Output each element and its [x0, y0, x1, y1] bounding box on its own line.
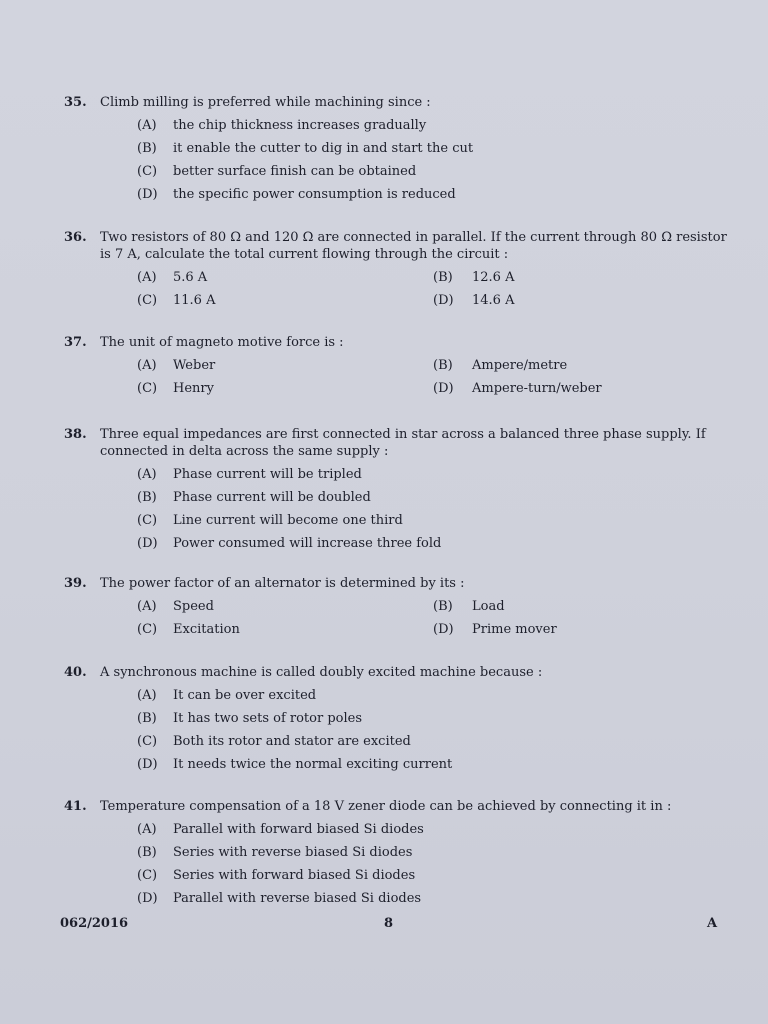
- option-list: [137, 821, 734, 913]
- question-text: Three equal impedances are first connected in star across a balanced three phase supply. If connected in delta across the same supply :: [100, 427, 706, 459]
- option-label: (C): [137, 164, 158, 179]
- question-text: A synchronous machine is called doubly excited machine because :: [100, 665, 543, 680]
- option-text: 12.6 A: [472, 270, 515, 285]
- option-c: [137, 512, 734, 535]
- question-text: Temperature compensation of a 18 V zener diode can be achieved by connecting it in :: [100, 799, 672, 814]
- question-text: The unit of magneto motive force is :: [100, 335, 344, 350]
- option-list: [137, 687, 734, 779]
- page-number: 8: [384, 916, 394, 931]
- option-text: 5.6 A: [173, 270, 208, 285]
- question-number: 40.: [64, 665, 87, 680]
- option-text: Both its rotor and stator are excited: [173, 734, 411, 749]
- option-text: 11.6 A: [173, 293, 216, 308]
- option-label: (B): [137, 845, 157, 860]
- option-d: [137, 756, 734, 779]
- option-label: (D): [137, 187, 158, 202]
- option-label: (D): [137, 757, 158, 772]
- option-label: (D): [137, 536, 158, 551]
- option-text: Parallel with reverse biased Si diodes: [173, 891, 422, 906]
- question-39: [64, 575, 734, 644]
- option-label: (A): [137, 599, 157, 614]
- option-c: [137, 867, 734, 890]
- option-label: (C): [137, 868, 158, 883]
- option-text: Line current will become one third: [173, 513, 403, 528]
- option-label: (B): [433, 270, 453, 285]
- option-a: [137, 687, 734, 710]
- option-b: [137, 710, 734, 733]
- option-label: (A): [137, 822, 157, 837]
- question-text: Climb milling is preferred while machining since :: [100, 95, 431, 110]
- question-text: Two resistors of 80 Ω and 120 Ω are connected in parallel. If the current through 80 Ω resistor is 7 A, calculate the total current flowing through the circuit :: [100, 230, 727, 262]
- option-label: (A): [137, 270, 157, 285]
- option-b: [137, 140, 734, 163]
- option-label: (B): [137, 711, 157, 726]
- option-b: [137, 489, 734, 512]
- option-text: Parallel with forward biased Si diodes: [173, 822, 424, 837]
- option-label: (A): [137, 118, 157, 133]
- question-36: [64, 229, 734, 315]
- option-label: (C): [137, 734, 158, 749]
- option-text: Henry: [173, 381, 214, 396]
- question-number: 36.: [64, 230, 87, 245]
- option-a: [137, 466, 734, 489]
- option-c: [137, 733, 734, 756]
- option-list: [137, 466, 734, 558]
- option-text: Phase current will be doubled: [173, 490, 371, 505]
- option-text: the specific power consumption is reduced: [173, 187, 456, 202]
- question-37: [64, 334, 734, 403]
- option-label: (D): [433, 622, 454, 637]
- option-text: Series with reverse biased Si diodes: [173, 845, 413, 860]
- option-text: It can be over excited: [173, 688, 317, 703]
- question-38: [64, 426, 734, 558]
- option-label: (B): [433, 358, 453, 373]
- option-row: [137, 292, 734, 315]
- option-grid: [137, 357, 734, 403]
- option-row: [137, 380, 734, 403]
- option-row: [137, 269, 734, 292]
- option-label: (D): [433, 381, 454, 396]
- question-41: [64, 798, 734, 913]
- option-text: the chip thickness increases gradually: [173, 118, 427, 133]
- option-text: 14.6 A: [472, 293, 515, 308]
- option-label: (C): [137, 381, 158, 396]
- option-label: (D): [433, 293, 454, 308]
- question-number: 39.: [64, 576, 87, 591]
- question-number: 38.: [64, 427, 87, 442]
- option-d: [137, 535, 734, 558]
- option-d: [137, 890, 734, 913]
- option-label: (C): [137, 622, 158, 637]
- option-grid: [137, 269, 734, 315]
- option-text: it enable the cutter to dig in and start the cut: [173, 141, 474, 156]
- option-label: (A): [137, 358, 157, 373]
- option-text: Load: [472, 599, 505, 614]
- option-a: [137, 821, 734, 844]
- option-text: Phase current will be tripled: [173, 467, 362, 482]
- question-35: [64, 94, 734, 209]
- option-text: Power consumed will increase three fold: [173, 536, 442, 551]
- option-row: [137, 598, 734, 621]
- option-list: [137, 117, 734, 209]
- option-row: [137, 357, 734, 380]
- question-number: 35.: [64, 95, 87, 110]
- option-label: (B): [433, 599, 453, 614]
- option-text: Ampere-turn/weber: [472, 381, 602, 396]
- option-text: Series with forward biased Si diodes: [173, 868, 416, 883]
- option-label: (D): [137, 891, 158, 906]
- option-label: (B): [137, 141, 157, 156]
- paper-code: 062/2016: [60, 916, 129, 931]
- option-text: Ampere/metre: [472, 358, 568, 373]
- option-text: Weber: [173, 358, 216, 373]
- option-label: (C): [137, 513, 158, 528]
- option-label: (A): [137, 688, 157, 703]
- option-b: [137, 844, 734, 867]
- option-text: better surface finish can be obtained: [173, 164, 417, 179]
- option-text: Excitation: [173, 622, 240, 637]
- series-letter: A: [707, 916, 718, 931]
- question-text: The power factor of an alternator is determined by its :: [100, 576, 465, 591]
- option-a: [137, 117, 734, 140]
- option-label: (B): [137, 490, 157, 505]
- option-label: (C): [137, 293, 158, 308]
- option-text: Speed: [173, 599, 214, 614]
- option-c: [137, 163, 734, 186]
- question-number: 41.: [64, 799, 87, 814]
- option-text: Prime mover: [472, 622, 557, 637]
- question-number: 37.: [64, 335, 87, 350]
- option-row: [137, 621, 734, 644]
- option-grid: [137, 598, 734, 644]
- question-40: [64, 664, 734, 779]
- option-text: It needs twice the normal exciting current: [173, 757, 453, 772]
- option-label: (A): [137, 467, 157, 482]
- option-d: [137, 186, 734, 209]
- option-text: It has two sets of rotor poles: [173, 711, 363, 726]
